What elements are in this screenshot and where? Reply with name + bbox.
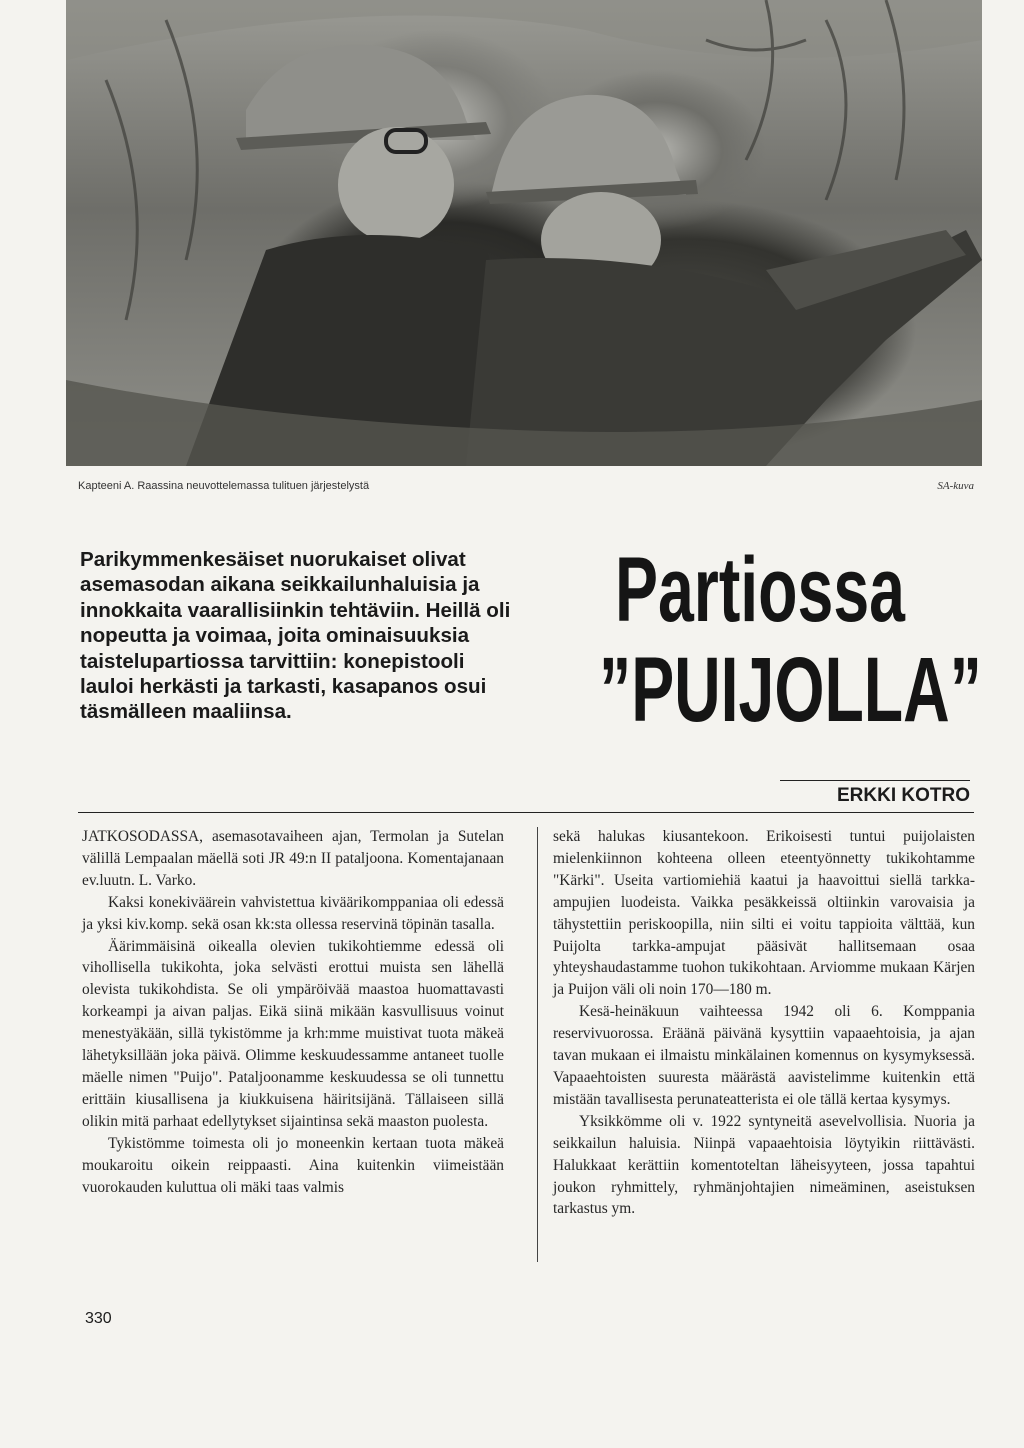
body-paragraph: Kaksi konekiväärein vahvistettua kiväärikomppaniaa oli edessä ja yksi kiv.komp. sekä osan kk:sta ollessa reservinä töpinän tasalla. xyxy=(82,893,504,933)
headline-line-2: ”PUIJOLLA” xyxy=(599,639,982,741)
page-number: 330 xyxy=(85,1310,112,1327)
body-paragraph: Äärimmäisinä oikealla olevien tukikohtiemme edessä oli vihollisella tukikohta, joka selvästi erottui muista sen lähellä olevista tukikohdista. Se oli ympäröivää maastoa huomattavasti korkeampi ja aivan paljas. Eikä siinä mikään kasvullisuus voinut menestyäkään, sillä tykistömme ja krh:mme muistivat tuota mäkeä lähetyksillään joka päivä. Olimme keskuudessamme antaneet tuolle mäelle nimen "Puijo". Pataljoonamme keskuudessa se oli tunnettu erittäin kiusallisena ja kiukkuisena häiritsijänä. Tällaiseen sillä olikin mitä parhaat edellytykset sijaintinsa sekä maaston puolesta. xyxy=(82,937,504,1130)
body-paragraph: sekä halukas kiusantekoon. Erikoisesti tuntui puijolaisten mielenkiinnon kohteena olleen eteentyönnetty tukikohtamme "Kärki". Useita vartiomiehiä kaatui ja haavoittui siellä tarkka-ampujien luodeista. Vaikka pesäkkeissä oltiinkin varovaisia ja tähystettiin periskoopilla, niin silti ei voitu tappioita välttää, kun Puijolta tarkka-ampujat pääsivät hallitsemaan osaa yhteyshaudastamme tuohon tukikohtaan. Arviomme mukaan Kärjen ja Puijon väli oli noin 170—180 m. xyxy=(553,828,975,999)
body-paragraph: Tykistömme toimesta oli jo moneenkin kertaan tuota mäkeä moukaroitu oikein reippaasti. Aina kuitenkin viimeistään vuorokauden kuluttua oli mäki taas valmis xyxy=(82,1134,504,1196)
lead-paragraph: Parikymmenkesäiset nuorukaiset olivat asemasodan aikana seikkailunhaluisia ja innokkaita vaarallisiinkin tehtäviin. Heillä oli nopeutta ja voimaa, joita ominaisuuksia taistelupartiossa tarvittiin: konepistooli lauloi herkästi ja tarkasti, kasapanos osui täsmälleen maaliinsa. xyxy=(80,548,511,724)
photo-illustration xyxy=(66,0,982,466)
article-headline xyxy=(599,539,982,741)
body-column-right xyxy=(553,826,975,1220)
body-paragraph: JATKOSODASSA, asemasotavaiheen ajan, Termolan ja Sutelan välillä Lempaalan mäellä soti JR 49:n II pataljoona. Komentajanaan ev.luutn. L. Varko. xyxy=(82,828,504,889)
author-byline: ERKKI KOTRO xyxy=(780,780,970,807)
photo-caption: Kapteeni A. Raassina neuvottelemassa tulituen järjestelystä xyxy=(78,480,370,492)
column-divider xyxy=(537,827,538,1262)
headline-line-1: Partiossa xyxy=(615,539,905,641)
soldiers-photo xyxy=(66,0,982,466)
body-paragraph: Yksikkömme oli v. 1922 syntyneitä asevelvollisia. Nuoria ja seikkailun haluisia. Niinpä vapaaehtoisia löytyikin riittävästi. Halukkaat kerättiin komentoteltan läheisyyteen, jossa tapahtui joukon ryhmittely, ryhmänjohtajien nimeäminen, aseistuksen tarkastus ym. xyxy=(553,1112,975,1218)
photo-credit: SA-kuva xyxy=(937,480,974,492)
body-paragraph: Kesä-heinäkuun vaihteessa 1942 oli 6. Komppania reservivuorossa. Eräänä päivänä kysyttiin vapaaehtoisia, ja ajan tavan mukaan ei ilmaistu minkälainen komennus on kysymyksessä. Vapaaehtoisten suuresta määrästä aavistelimme kuitenkin että mistään tavallisesta perunateatterista ei ole tällä kertaa kysymys. xyxy=(553,1003,975,1108)
body-column-left xyxy=(82,826,504,1198)
section-divider xyxy=(78,812,974,813)
